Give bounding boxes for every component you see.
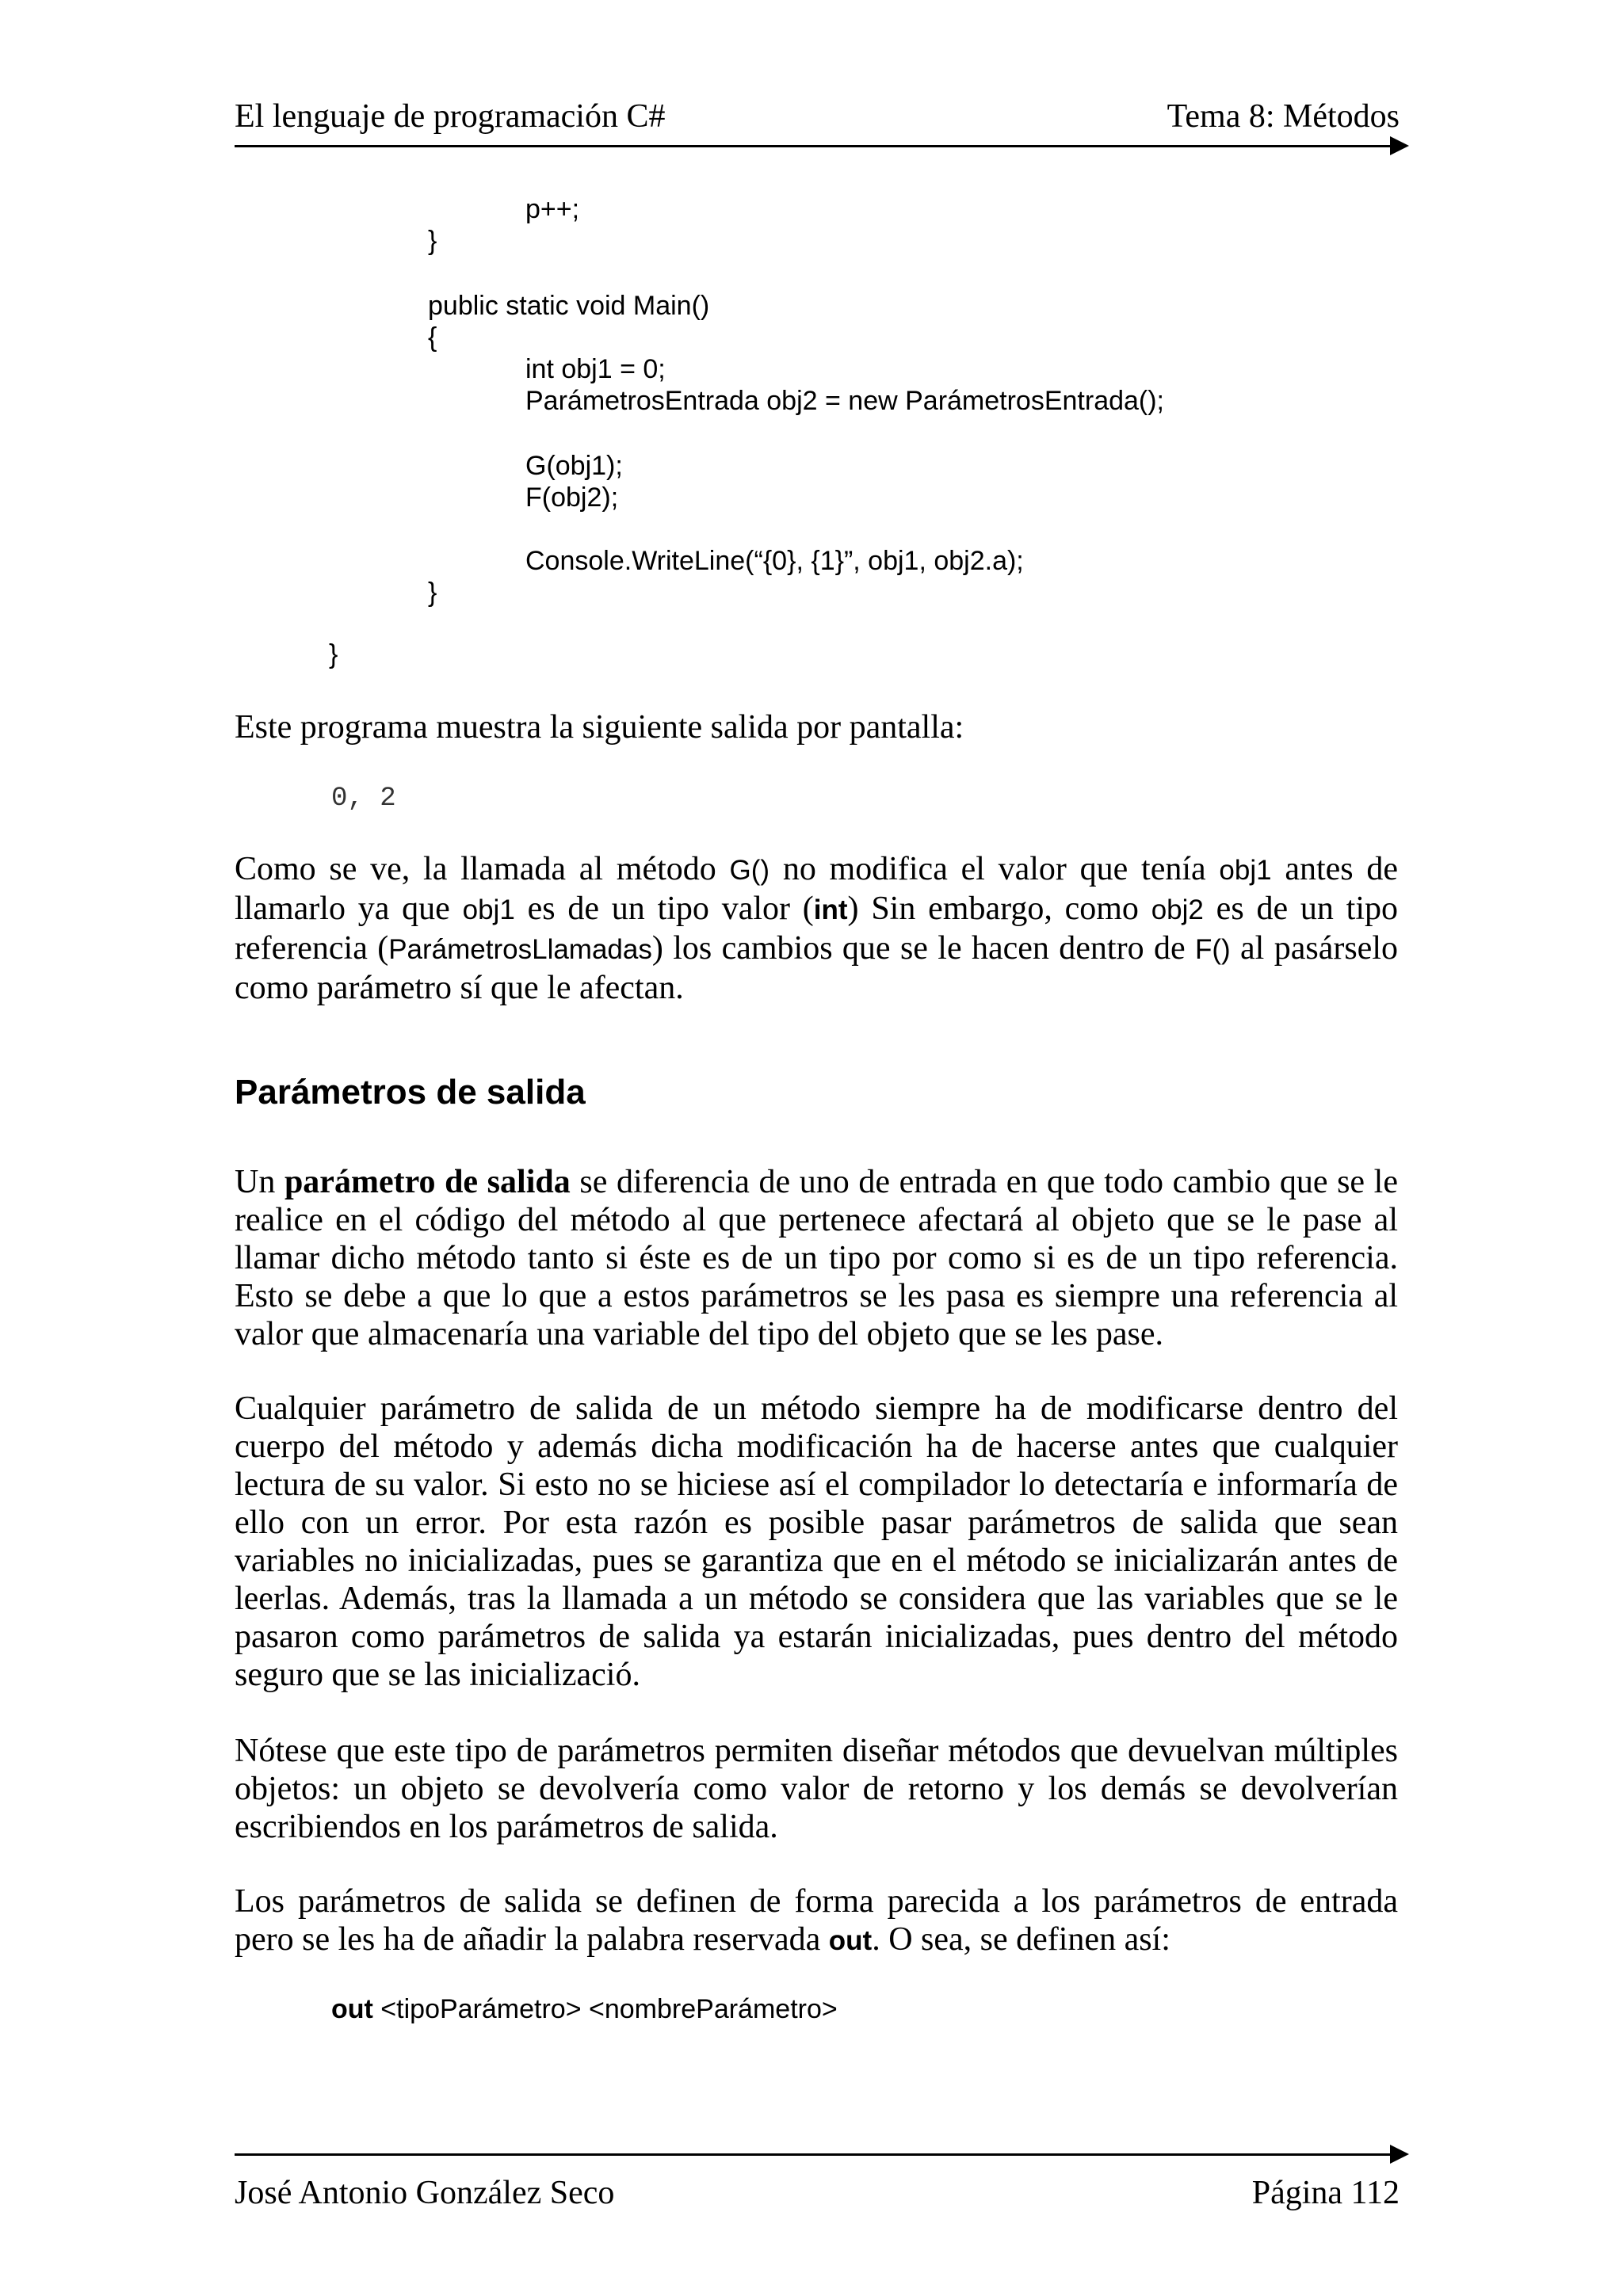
footer-rule xyxy=(235,2153,1392,2156)
header-arrow-icon xyxy=(1390,136,1409,155)
code-line: F(obj2); xyxy=(525,482,619,513)
header-title: El lenguaje de programación C# xyxy=(235,98,666,135)
paragraph-explanation: Como se ve, la llamada al método G() no modifica el valor que tenía obj1 antes de llamarlo ya que obj1 es de un tipo valor (int) Sin embargo, como obj2 es de un tipo referencia (ParámetrosLlamadas) los cambios que se le hacen dentro de F() al pasárselo como parámetro sí que le afectan. xyxy=(235,851,1399,1006)
page-number: Página 112 xyxy=(1251,2175,1400,2211)
program-output: 0, 2 xyxy=(331,784,396,814)
syntax-line: out <tipoParámetro> <nombreParámetro> xyxy=(331,1994,838,2024)
paragraph-note: Nótese que este tipo de parámetros permiten diseñar métodos que devuelvan múltiples objetos: un objeto se devolvería como valor de retorno y los demás se devolverían escribiendos en los parámetros de salida. xyxy=(235,1733,1398,1845)
footer-arrow-icon xyxy=(1390,2145,1409,2164)
code-line: } xyxy=(428,226,437,256)
code-line: ParámetrosEntrada obj2 = new ParámetrosEntrada(); xyxy=(525,386,1165,416)
output-intro: Este programa muestra la siguiente salida por pantalla: xyxy=(235,709,964,746)
footer-author: José Antonio González Seco xyxy=(235,2175,615,2211)
header-rule xyxy=(235,145,1392,147)
section-heading: Parámetros de salida xyxy=(235,1073,586,1112)
paragraph-syntax-intro: Los parámetros de salida se definen de forma parecida a los parámetros de entrada pero se les ha de añadir la palabra reservada out. O sea, se definen así: xyxy=(235,1883,1398,1958)
code-line: int obj1 = 0; xyxy=(525,354,666,384)
code-line: public static void Main() xyxy=(428,291,710,321)
code-line: G(obj1); xyxy=(525,451,623,481)
code-line: } xyxy=(329,639,338,669)
paragraph-definition: Un parámetro de salida se diferencia de uno de entrada en que todo cambio que se le realice en el código del método al que pertenece afectará al objeto que se le pase al llamar dicho método tanto si éste es de un tipo por como si es de un tipo referencia. Esto se debe a que lo que a estos parámetros se les pasa es siempre una referencia al valor que almacenaría una variable del tipo del objeto que se les pase. xyxy=(235,1164,1398,1352)
paragraph-rules: Cualquier parámetro de salida de un método siempre ha de modificarse dentro del cuerpo del método y además dicha modificación ha de hacerse antes que cualquier lectura de su valor. Si esto no se hiciese así el compilador lo detectaría e informaría de ello con un error. Por esta razón es posible pasar parámetros de salida que sean variables no inicializadas, pues se garantiza que en el método se inicializarán antes de leerlas. Además, tras la llamada a un método se considera que las variables que se le pasaron como parámetros de salida ya estarán inicializadas, pues dentro del método seguro que se las inicializació. xyxy=(235,1390,1398,1693)
code-line: p++; xyxy=(525,194,580,224)
header-chapter: Tema 8: Métodos xyxy=(1167,98,1400,135)
code-line: } xyxy=(428,578,437,608)
code-line: { xyxy=(428,322,437,353)
code-line: Console.WriteLine(“{0}, {1}”, obj1, obj2.a); xyxy=(525,546,1024,576)
